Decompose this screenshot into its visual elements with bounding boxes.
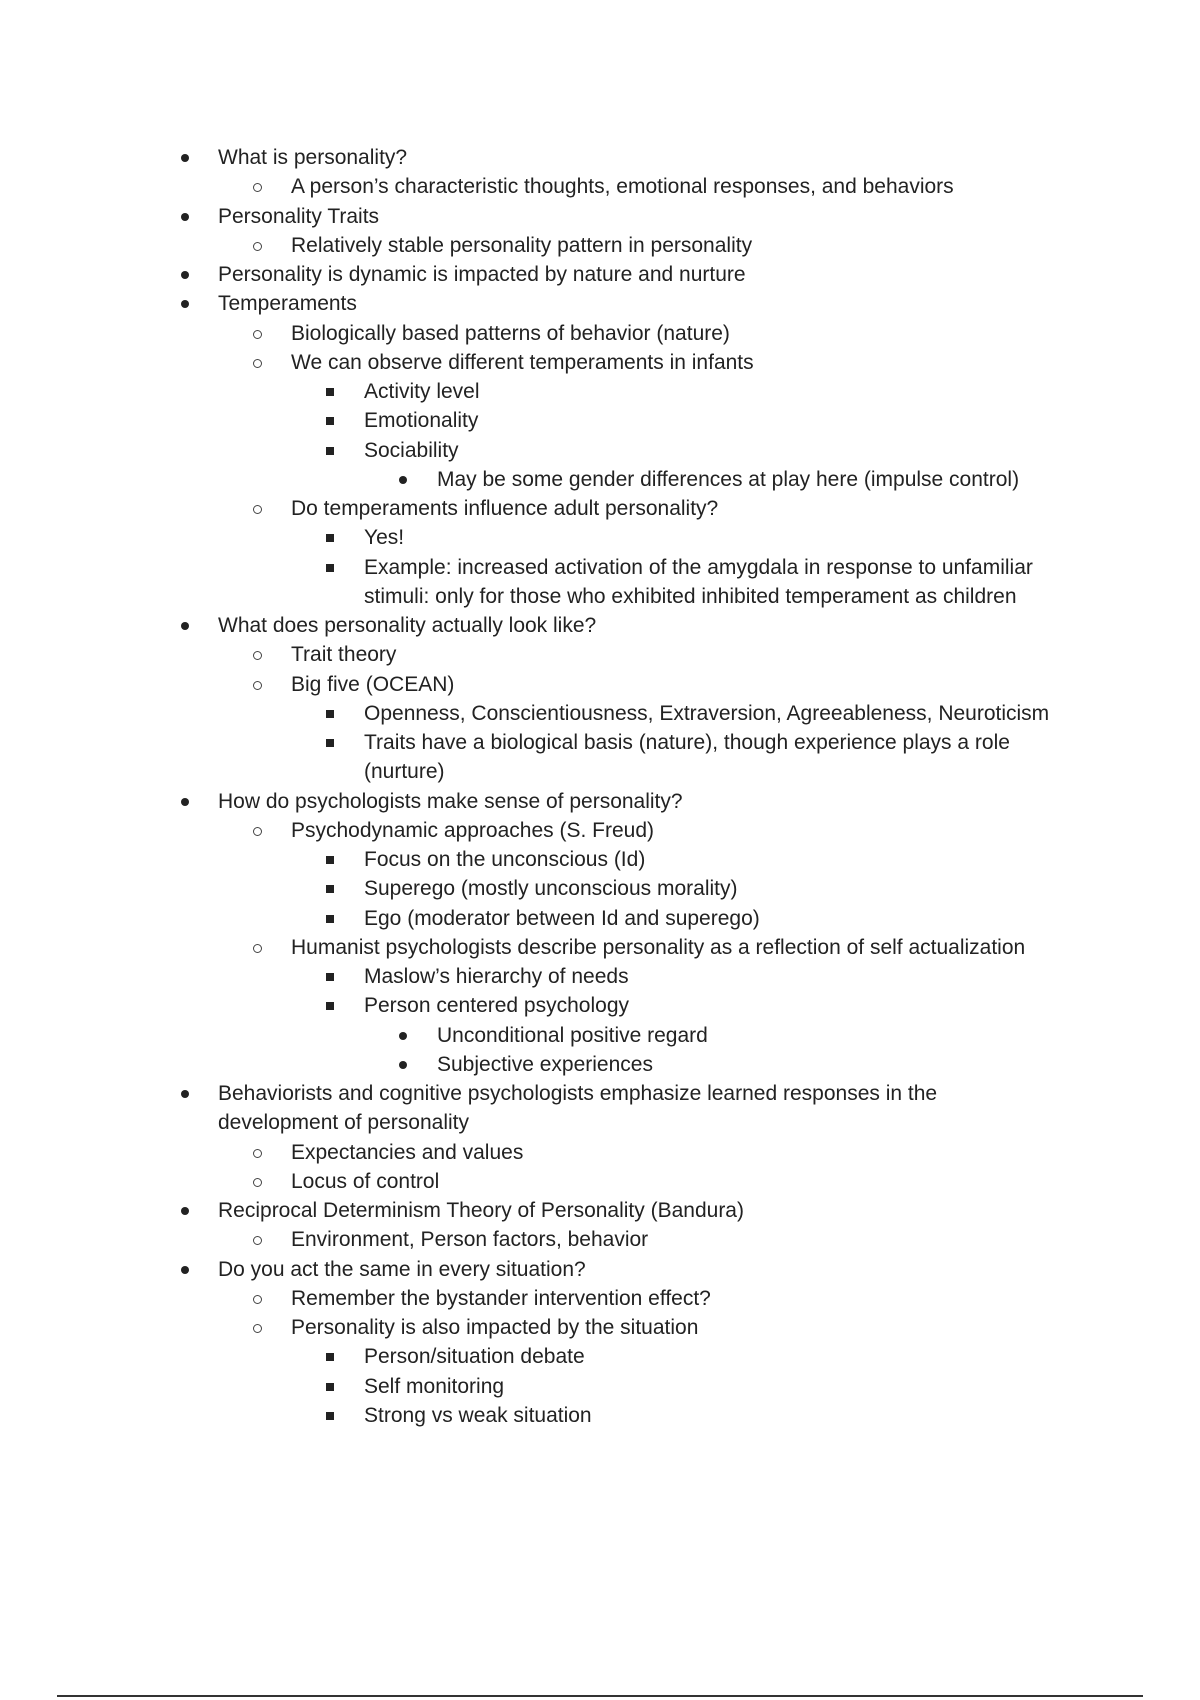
square-bullet-icon xyxy=(326,885,334,893)
square-bullet-icon xyxy=(326,1412,334,1420)
square-bullet-icon xyxy=(326,973,334,981)
outline-text: Example: increased activation of the amygdala in response to unfamiliar xyxy=(364,555,1033,579)
outline-text: Humanist psychologists describe personality as a reflection of self actualization xyxy=(291,935,1026,959)
filled-circle-bullet-icon xyxy=(181,213,189,221)
outline-text: We can observe different temperaments in infants xyxy=(291,350,754,374)
filled-circle-bullet-icon xyxy=(181,1266,189,1274)
outline-text: Relatively stable personality pattern in personality xyxy=(291,233,753,257)
outline-text: May be some gender differences at play here (impulse control) xyxy=(437,467,1020,491)
outline-text: Locus of control xyxy=(291,1169,440,1193)
square-bullet-icon xyxy=(326,739,334,747)
outline-text: Personality Traits xyxy=(218,204,380,228)
filled-circle-bullet-icon xyxy=(181,271,189,279)
outline-text: Psychodynamic approaches (S. Freud) xyxy=(291,818,654,842)
square-bullet-icon xyxy=(326,564,334,572)
filled-circle-bullet-icon xyxy=(181,1207,189,1215)
hollow-circle-bullet-icon xyxy=(253,1324,262,1333)
outline-text: Strong vs weak situation xyxy=(364,1403,592,1427)
outline-text: Reciprocal Determinism Theory of Personality (Bandura) xyxy=(218,1199,744,1222)
hollow-circle-bullet-icon xyxy=(253,183,262,192)
outline-text: Yes! xyxy=(364,526,405,550)
filled-circle-bullet-icon xyxy=(181,300,189,308)
filled-circle-bullet-icon xyxy=(399,1032,407,1040)
outline-text: Activity level xyxy=(364,380,480,403)
square-bullet-icon xyxy=(326,1383,334,1391)
footer-divider xyxy=(57,1695,1143,1697)
hollow-circle-bullet-icon xyxy=(253,1178,262,1187)
outline-text: Person centered psychology xyxy=(364,994,629,1018)
hollow-circle-bullet-icon xyxy=(253,827,262,836)
square-bullet-icon xyxy=(326,710,334,718)
hollow-circle-bullet-icon xyxy=(253,242,262,251)
outline-text: stimuli: only for those who exhibited inhibited temperament as children xyxy=(364,584,1017,608)
outline-text: Behaviorists and cognitive psychologists emphasize learned responses in the xyxy=(218,1082,938,1105)
filled-circle-bullet-icon xyxy=(181,798,189,806)
hollow-circle-bullet-icon xyxy=(253,1149,262,1158)
outline-text: Focus on the unconscious (Id) xyxy=(364,848,646,871)
filled-circle-bullet-icon xyxy=(181,622,189,630)
outline-text: Emotionality xyxy=(364,409,479,433)
hollow-circle-bullet-icon xyxy=(253,944,262,953)
square-bullet-icon xyxy=(326,417,334,425)
outline-text: Maslow’s hierarchy of needs xyxy=(364,965,629,988)
hollow-circle-bullet-icon xyxy=(253,681,262,690)
outline-text: Expectancies and values xyxy=(291,1140,524,1164)
hollow-circle-bullet-icon xyxy=(253,505,262,514)
outline-text: (nurture) xyxy=(364,760,445,784)
filled-circle-bullet-icon xyxy=(399,1061,407,1069)
outline-text: What does personality actually look like? xyxy=(218,614,597,637)
outline-text: Personality is also impacted by the situation xyxy=(291,1316,699,1339)
outline-text: Sociability xyxy=(364,438,459,462)
outline-text: Superego (mostly unconscious morality) xyxy=(364,877,738,901)
hollow-circle-bullet-icon xyxy=(253,359,262,368)
filled-circle-bullet-icon xyxy=(181,1090,189,1098)
outline-text: Environment, Person factors, behavior xyxy=(291,1228,649,1252)
square-bullet-icon xyxy=(326,447,334,455)
hollow-circle-bullet-icon xyxy=(253,651,262,660)
outline-text: Do you act the same in every situation? xyxy=(218,1257,586,1281)
outline-text: Personality is dynamic is impacted by nature and nurture xyxy=(218,263,746,286)
outline-text: Unconditional positive regard xyxy=(437,1023,708,1047)
outline-text: Trait theory xyxy=(291,643,397,667)
outline-text: A person’s characteristic thoughts, emotional responses, and behaviors xyxy=(291,175,954,199)
hollow-circle-bullet-icon xyxy=(253,330,262,339)
outline-text: Temperaments xyxy=(218,292,357,316)
square-bullet-icon xyxy=(326,1353,334,1361)
outline-text: Ego (moderator between Id and superego) xyxy=(364,906,760,930)
outline-text: development of personality xyxy=(218,1111,469,1135)
outline-text: Traits have a biological basis (nature), though experience plays a role xyxy=(364,731,1010,754)
outline-text: Biologically based patterns of behavior (nature) xyxy=(291,321,730,345)
outline-text: Remember the bystander intervention effect? xyxy=(291,1286,711,1310)
square-bullet-icon xyxy=(326,1002,334,1010)
square-bullet-icon xyxy=(326,388,334,396)
outline-text: Subjective experiences xyxy=(437,1052,653,1076)
square-bullet-icon xyxy=(326,856,334,864)
filled-circle-bullet-icon xyxy=(181,154,189,162)
outline-text: Openness, Conscientiousness, Extraversion, Agreeableness, Neuroticism xyxy=(364,701,1050,725)
hollow-circle-bullet-icon xyxy=(253,1295,262,1304)
hollow-circle-bullet-icon xyxy=(253,1236,262,1245)
square-bullet-icon xyxy=(326,915,334,923)
outline-text: Self monitoring xyxy=(364,1374,505,1398)
outline-text: What is personality? xyxy=(218,146,408,169)
square-bullet-icon xyxy=(326,534,334,542)
outline-text: Do temperaments influence adult personality? xyxy=(291,497,719,520)
filled-circle-bullet-icon xyxy=(399,476,407,484)
outline-text: How do psychologists make sense of personality? xyxy=(218,789,683,813)
outline-text: Big five (OCEAN) xyxy=(291,672,455,696)
outline-text: Person/situation debate xyxy=(364,1345,585,1369)
